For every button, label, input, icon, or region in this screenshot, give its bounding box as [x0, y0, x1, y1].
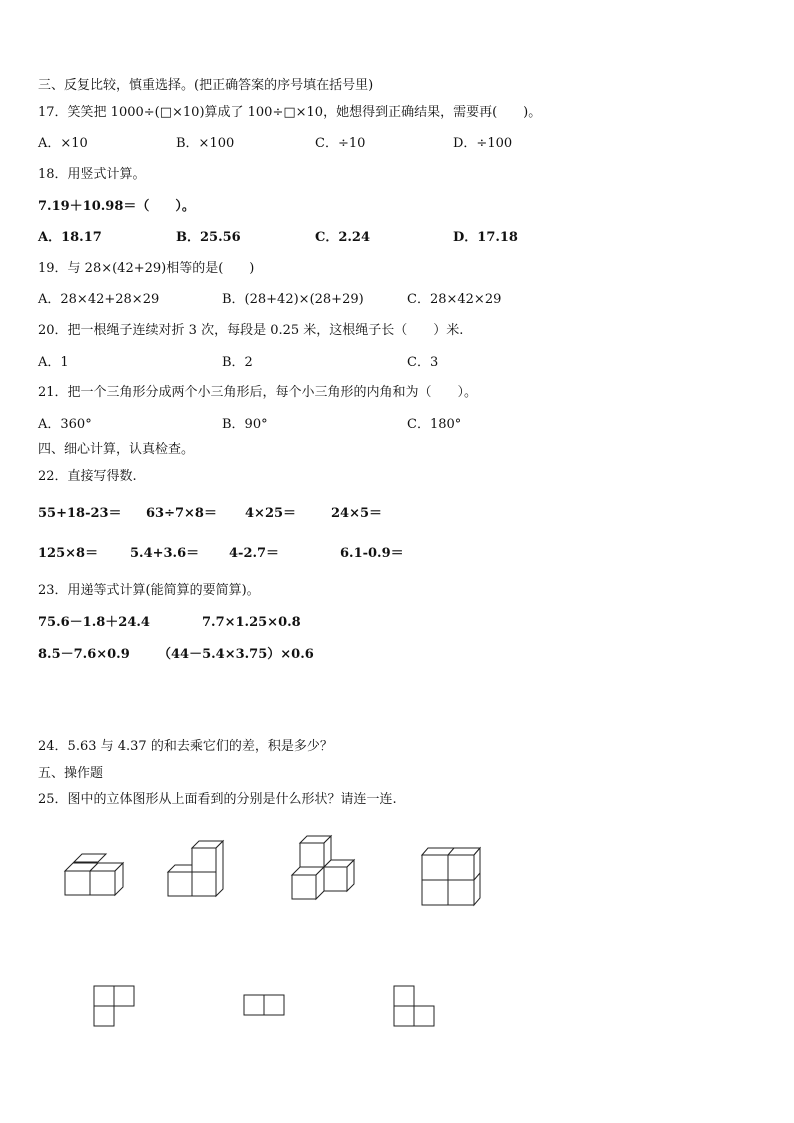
solid-figure-2 — [162, 836, 230, 902]
q19-option-b: B．(28+42)×(28+29) — [222, 292, 364, 307]
q17-option-a: A．×10 — [38, 136, 88, 151]
q20-option-b: B．2 — [222, 355, 253, 370]
question-25: 25．图中的立体图形从上面看到的分别是什么形状？请连一连. — [38, 792, 397, 807]
q18-option-a: A．18.17 — [38, 230, 102, 245]
q22-calc: 5.4+3.6＝ — [130, 546, 200, 561]
q18-option-c: C．2.24 — [315, 230, 371, 245]
question-17: 17．笑笑把 1000÷(□×10)算成了 100÷□×10，她想得到正确结果，需要再( )。 — [38, 105, 542, 120]
q18-option-b: B．25.56 — [176, 230, 241, 245]
q22-calc: 4×25＝ — [245, 506, 297, 521]
question-18: 18．用竖式计算。 — [38, 167, 146, 182]
q22-calc: 24×5＝ — [331, 506, 383, 521]
q18-option-d: D．17.18 — [453, 230, 518, 245]
section-5-title: 五、操作题 — [38, 766, 104, 781]
solid-figure-3 — [288, 830, 360, 904]
section-3-title: 三、反复比较，慎重选择。(把正确答案的序号填在括号里) — [38, 78, 374, 93]
question-19: 19．与 28×(42+29)相等的是( ) — [38, 261, 255, 276]
section-4-title: 四、细心计算，认真检查。 — [38, 442, 195, 457]
question-21: 21．把一个三角形分成两个小三角形后，每个小三角形的内角和为（ ）。 — [38, 385, 478, 400]
q20-option-a: A．1 — [38, 355, 69, 370]
q19-option-a: A．28×42+28×29 — [38, 292, 160, 307]
q23-calc: 8.5－7.6×0.9 — [38, 647, 130, 662]
q18-expression: 7.19＋10.98＝（ ）。 — [38, 199, 195, 214]
question-23: 23．用递等式计算(能简算的要简算)。 — [38, 583, 260, 598]
q23-calc: 7.7×1.25×0.8 — [202, 615, 301, 630]
q22-calc: 63÷7×8＝ — [146, 506, 217, 521]
q19-option-c: C．28×42×29 — [407, 292, 502, 307]
solid-figure-1 — [60, 850, 130, 900]
top-view-shape-2 — [242, 993, 288, 1019]
q21-option-c: C．180° — [407, 417, 462, 432]
top-view-shape-3 — [392, 984, 438, 1028]
q17-option-d: D．÷100 — [453, 136, 513, 151]
solid-figure-4 — [418, 842, 484, 908]
q17-option-c: C．÷10 — [315, 136, 366, 151]
question-22: 22．直接写得数. — [38, 469, 137, 484]
q22-calc: 6.1-0.9＝ — [340, 546, 404, 561]
q21-option-a: A．360° — [38, 417, 92, 432]
q23-calc: 75.6－1.8＋24.4 — [38, 615, 150, 630]
q20-option-c: C．3 — [407, 355, 439, 370]
q22-calc: 55+18-23＝ — [38, 506, 122, 521]
q22-calc: 4-2.7＝ — [229, 546, 280, 561]
top-view-shape-1 — [92, 984, 138, 1028]
q17-option-b: B．×100 — [176, 136, 235, 151]
q22-calc: 125×8＝ — [38, 546, 99, 561]
q21-option-b: B．90° — [222, 417, 268, 432]
question-24: 24．5.63 与 4.37 的和去乘它们的差，积是多少？ — [38, 739, 333, 754]
question-20: 20．把一根绳子连续对折 3 次，每段是 0.25 米，这根绳子长（ ）米. — [38, 323, 464, 338]
q23-calc: （44－5.4×3.75）×0.6 — [158, 647, 314, 662]
